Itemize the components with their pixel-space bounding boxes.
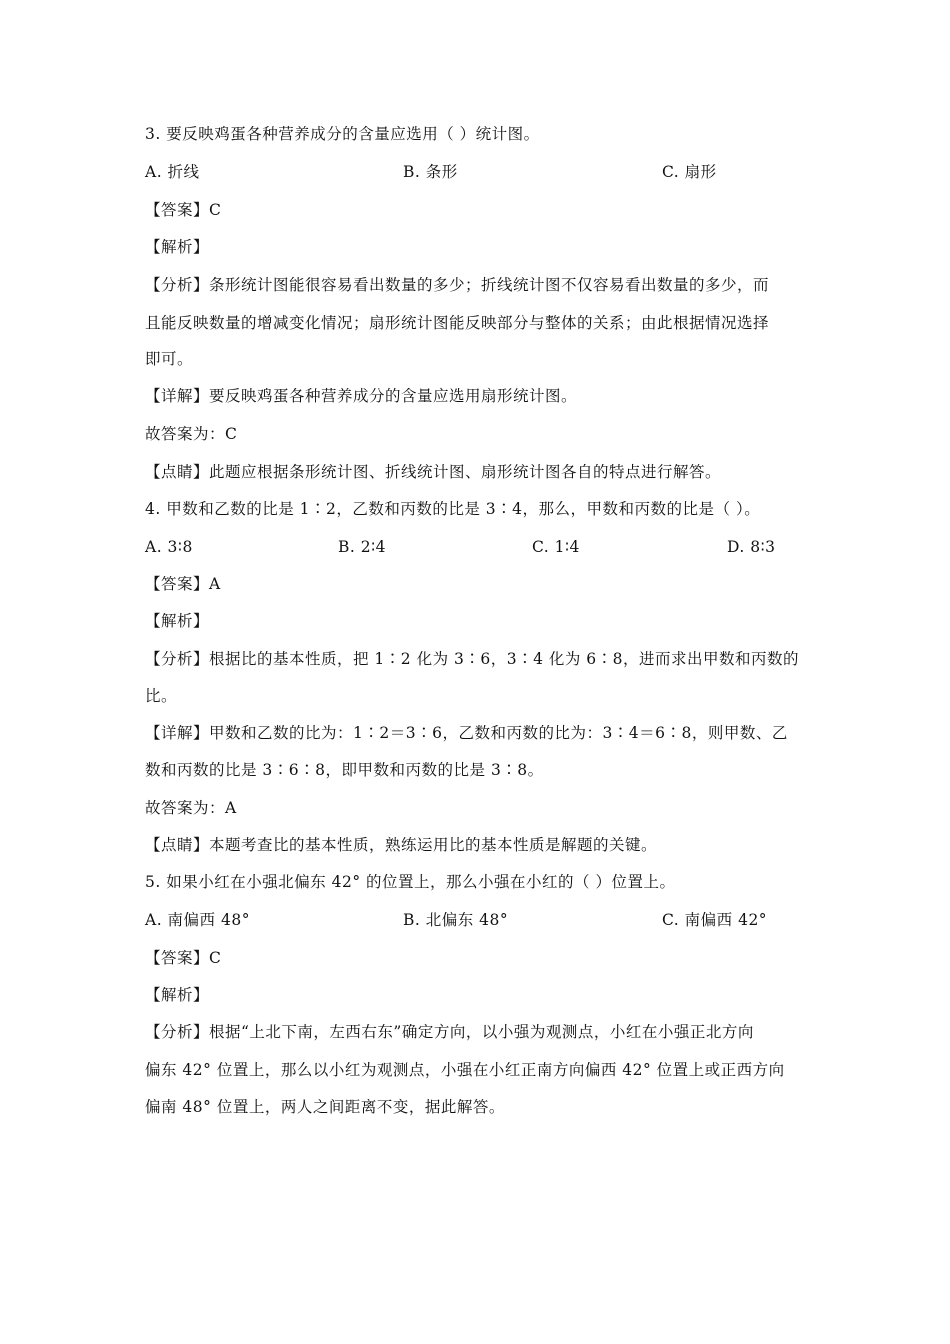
option-c: C. 扇形 xyxy=(662,163,717,181)
question-5-stem: 5. 如果小红在小强北偏东 42° 的位置上，那么小强在小红的（ ）位置上。 xyxy=(145,873,676,891)
option-a: A. 折线 xyxy=(145,163,200,181)
question-5-fenxi-line-2: 偏东 42° 位置上，那么以小红为观测点，小强在小红正南方向偏西 42° 位置上或正西方向 xyxy=(145,1061,785,1079)
question-3-final-answer: 故答案为：C xyxy=(145,425,238,443)
option-a: A. 3∶8 xyxy=(145,538,193,556)
option-b: B. 2∶4 xyxy=(338,538,387,556)
question-4-fenxi-line-2: 比。 xyxy=(145,687,178,705)
question-3-fenxi-line-1: 【分析】条形统计图能很容易看出数量的多少；折线统计图不仅容易看出数量的多少，而 xyxy=(145,276,770,294)
option-c: C. 1∶4 xyxy=(532,538,580,556)
question-4-xiangjie-line-1: 【详解】甲数和乙数的比为：1∶2＝3∶6，乙数和丙数的比为：3∶4＝6∶8，则甲数、乙 xyxy=(145,724,788,742)
option-c: C. 南偏西 42° xyxy=(662,911,768,929)
question-5-answer: 【答案】C xyxy=(145,949,222,967)
question-5-jiexi: 【解析】 xyxy=(145,986,210,1004)
question-5-fenxi-line-3: 偏南 48° 位置上，两人之间距离不变，据此解答。 xyxy=(145,1098,505,1116)
question-3-jiexi: 【解析】 xyxy=(145,238,210,256)
question-3-stem: 3. 要反映鸡蛋各种营养成分的含量应选用（ ）统计图。 xyxy=(145,125,540,143)
option-d: D. 8∶3 xyxy=(727,538,776,556)
question-4-answer: 【答案】A xyxy=(145,575,221,593)
question-3-answer: 【答案】C xyxy=(145,201,222,219)
question-4-final-answer: 故答案为：A xyxy=(145,799,237,817)
option-b: B. 条形 xyxy=(403,163,458,181)
question-4-jiexi: 【解析】 xyxy=(145,612,210,630)
question-3-fenxi-line-3: 即可。 xyxy=(145,350,194,368)
question-5-fenxi-line-1: 【分析】根据“上北下南，左西右东”确定方向，以小强为观测点，小红在小强正北方向 xyxy=(145,1023,754,1041)
question-3-dianjing: 【点睛】此题应根据条形统计图、折线统计图、扇形统计图各自的特点进行解答。 xyxy=(145,463,722,481)
question-3-xiangjie: 【详解】要反映鸡蛋各种营养成分的含量应选用扇形统计图。 xyxy=(145,387,578,405)
question-4-fenxi-line-1: 【分析】根据比的基本性质，把 1∶2 化为 3∶6，3∶4 化为 6∶8，进而求出甲数和丙数的 xyxy=(145,650,800,668)
question-3-fenxi-line-2: 且能反映数量的增减变化情况；扇形统计图能反映部分与整体的关系；由此根据情况选择 xyxy=(145,314,770,332)
option-a: A. 南偏西 48° xyxy=(145,911,250,929)
question-4-dianjing: 【点睛】本题考查比的基本性质，熟练运用比的基本性质是解题的关键。 xyxy=(145,836,658,854)
question-4-stem: 4. 甲数和乙数的比是 1∶2，乙数和丙数的比是 3∶4，那么，甲数和丙数的比是（ ）。 xyxy=(145,500,761,518)
question-4-xiangjie-line-2: 数和丙数的比是 3∶6∶8，即甲数和丙数的比是 3∶8。 xyxy=(145,761,544,779)
option-b: B. 北偏东 48° xyxy=(403,911,509,929)
